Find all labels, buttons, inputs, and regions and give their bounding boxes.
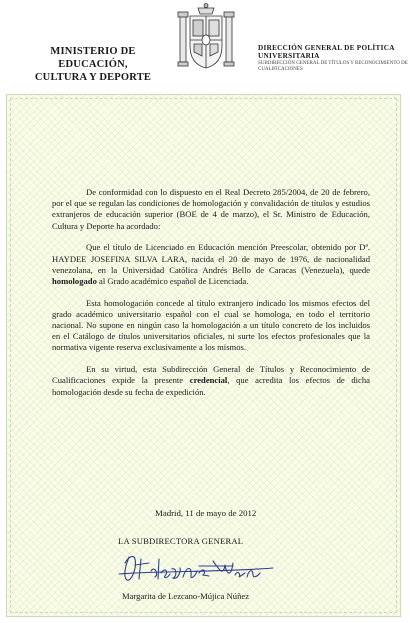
signer-name: Margarita de Lezcano-Mújica Núñez (122, 591, 250, 601)
issuance-text-1: En su virtud, esta Subdirección General de Títulos y Reconocimiento de Cualificaciones expide la presente (52, 364, 370, 386)
issuance-text-2: , que acredita los efectos de dicha homologación desde su fecha de expedición. (52, 375, 370, 397)
ministry-line-2: CULTURA Y DEPORTE (34, 72, 152, 83)
holder-name: HAYDEE JOSEFINA SILVA LARA (52, 253, 186, 264)
handwritten-signature (95, 547, 295, 587)
directorate-block (258, 45, 408, 73)
directorate-line-1: DIRECCIÓN GENERAL DE POLÍTICA (258, 44, 395, 52)
resolution-text-1: Que el título de Licenciado en Educación mención Preescolar, obtenido por Dª. (86, 242, 370, 253)
place-date: Madrid, 11 de mayo de 2012 (155, 508, 257, 518)
signature-script-text: Margarita de Lezcano-Mújica Núñez (195, 585, 210, 586)
subdirectorate-text (258, 61, 408, 73)
resolution-text-3: al Grado académico español de Licenciada. (96, 275, 249, 286)
ministry-line-1: MINISTERIO DE EDUCACIÓN, (50, 46, 136, 70)
coat-of-arms-icon (176, 2, 236, 74)
subdirectorate-line-2: CUALIFICACIONES (258, 67, 303, 72)
subdirectorate-line-1: SUBDIRECCIÓN GENERAL DE TÍTULOS Y RECONOCIMIENTO DE (258, 61, 408, 66)
signature-title: LA SUBDIRECTORA GENERAL (118, 536, 244, 546)
paragraph-legal-basis: De conformidad con lo dispuesto en el Real Decreto 285/2004, de 20 de febrero, por el que se regulan las condiciones de homologación y convalidación de títulos y estudios extranjeros de educación superior (BOE de 4 de marzo), el Sr. Ministro de Educación, Cultura y Deporte ha acordado: (52, 187, 370, 231)
paragraph-issuance (52, 364, 370, 398)
credential-body (52, 187, 370, 408)
ministry-name (18, 45, 168, 84)
credencial-term: credencial (189, 375, 228, 386)
resolution-text-2: , nacida el 20 de mayo de 1976, de nacionalidad venezolana, en la Universidad Católica Andrés Bello de Caracas (Venezuela), quede (52, 253, 371, 275)
directorate-line-2: UNIVERSITARIA (258, 51, 320, 60)
homologado-term: homologado (52, 275, 97, 286)
paragraph-resolution (52, 242, 370, 287)
paragraph-effects: Esta homologación concede al título extranjero indicado los mismos efectos del grado académico universitario español con el cual se homologa, en todo el territorio nacional. No supone en ningún caso la homologación a un título concreto de los incluidos en el Catálogo de títulos universitarios oficiales, ni surte los efectos profesionales que la normativa vigente reserva exclusivamente a los mismos. (52, 297, 370, 353)
